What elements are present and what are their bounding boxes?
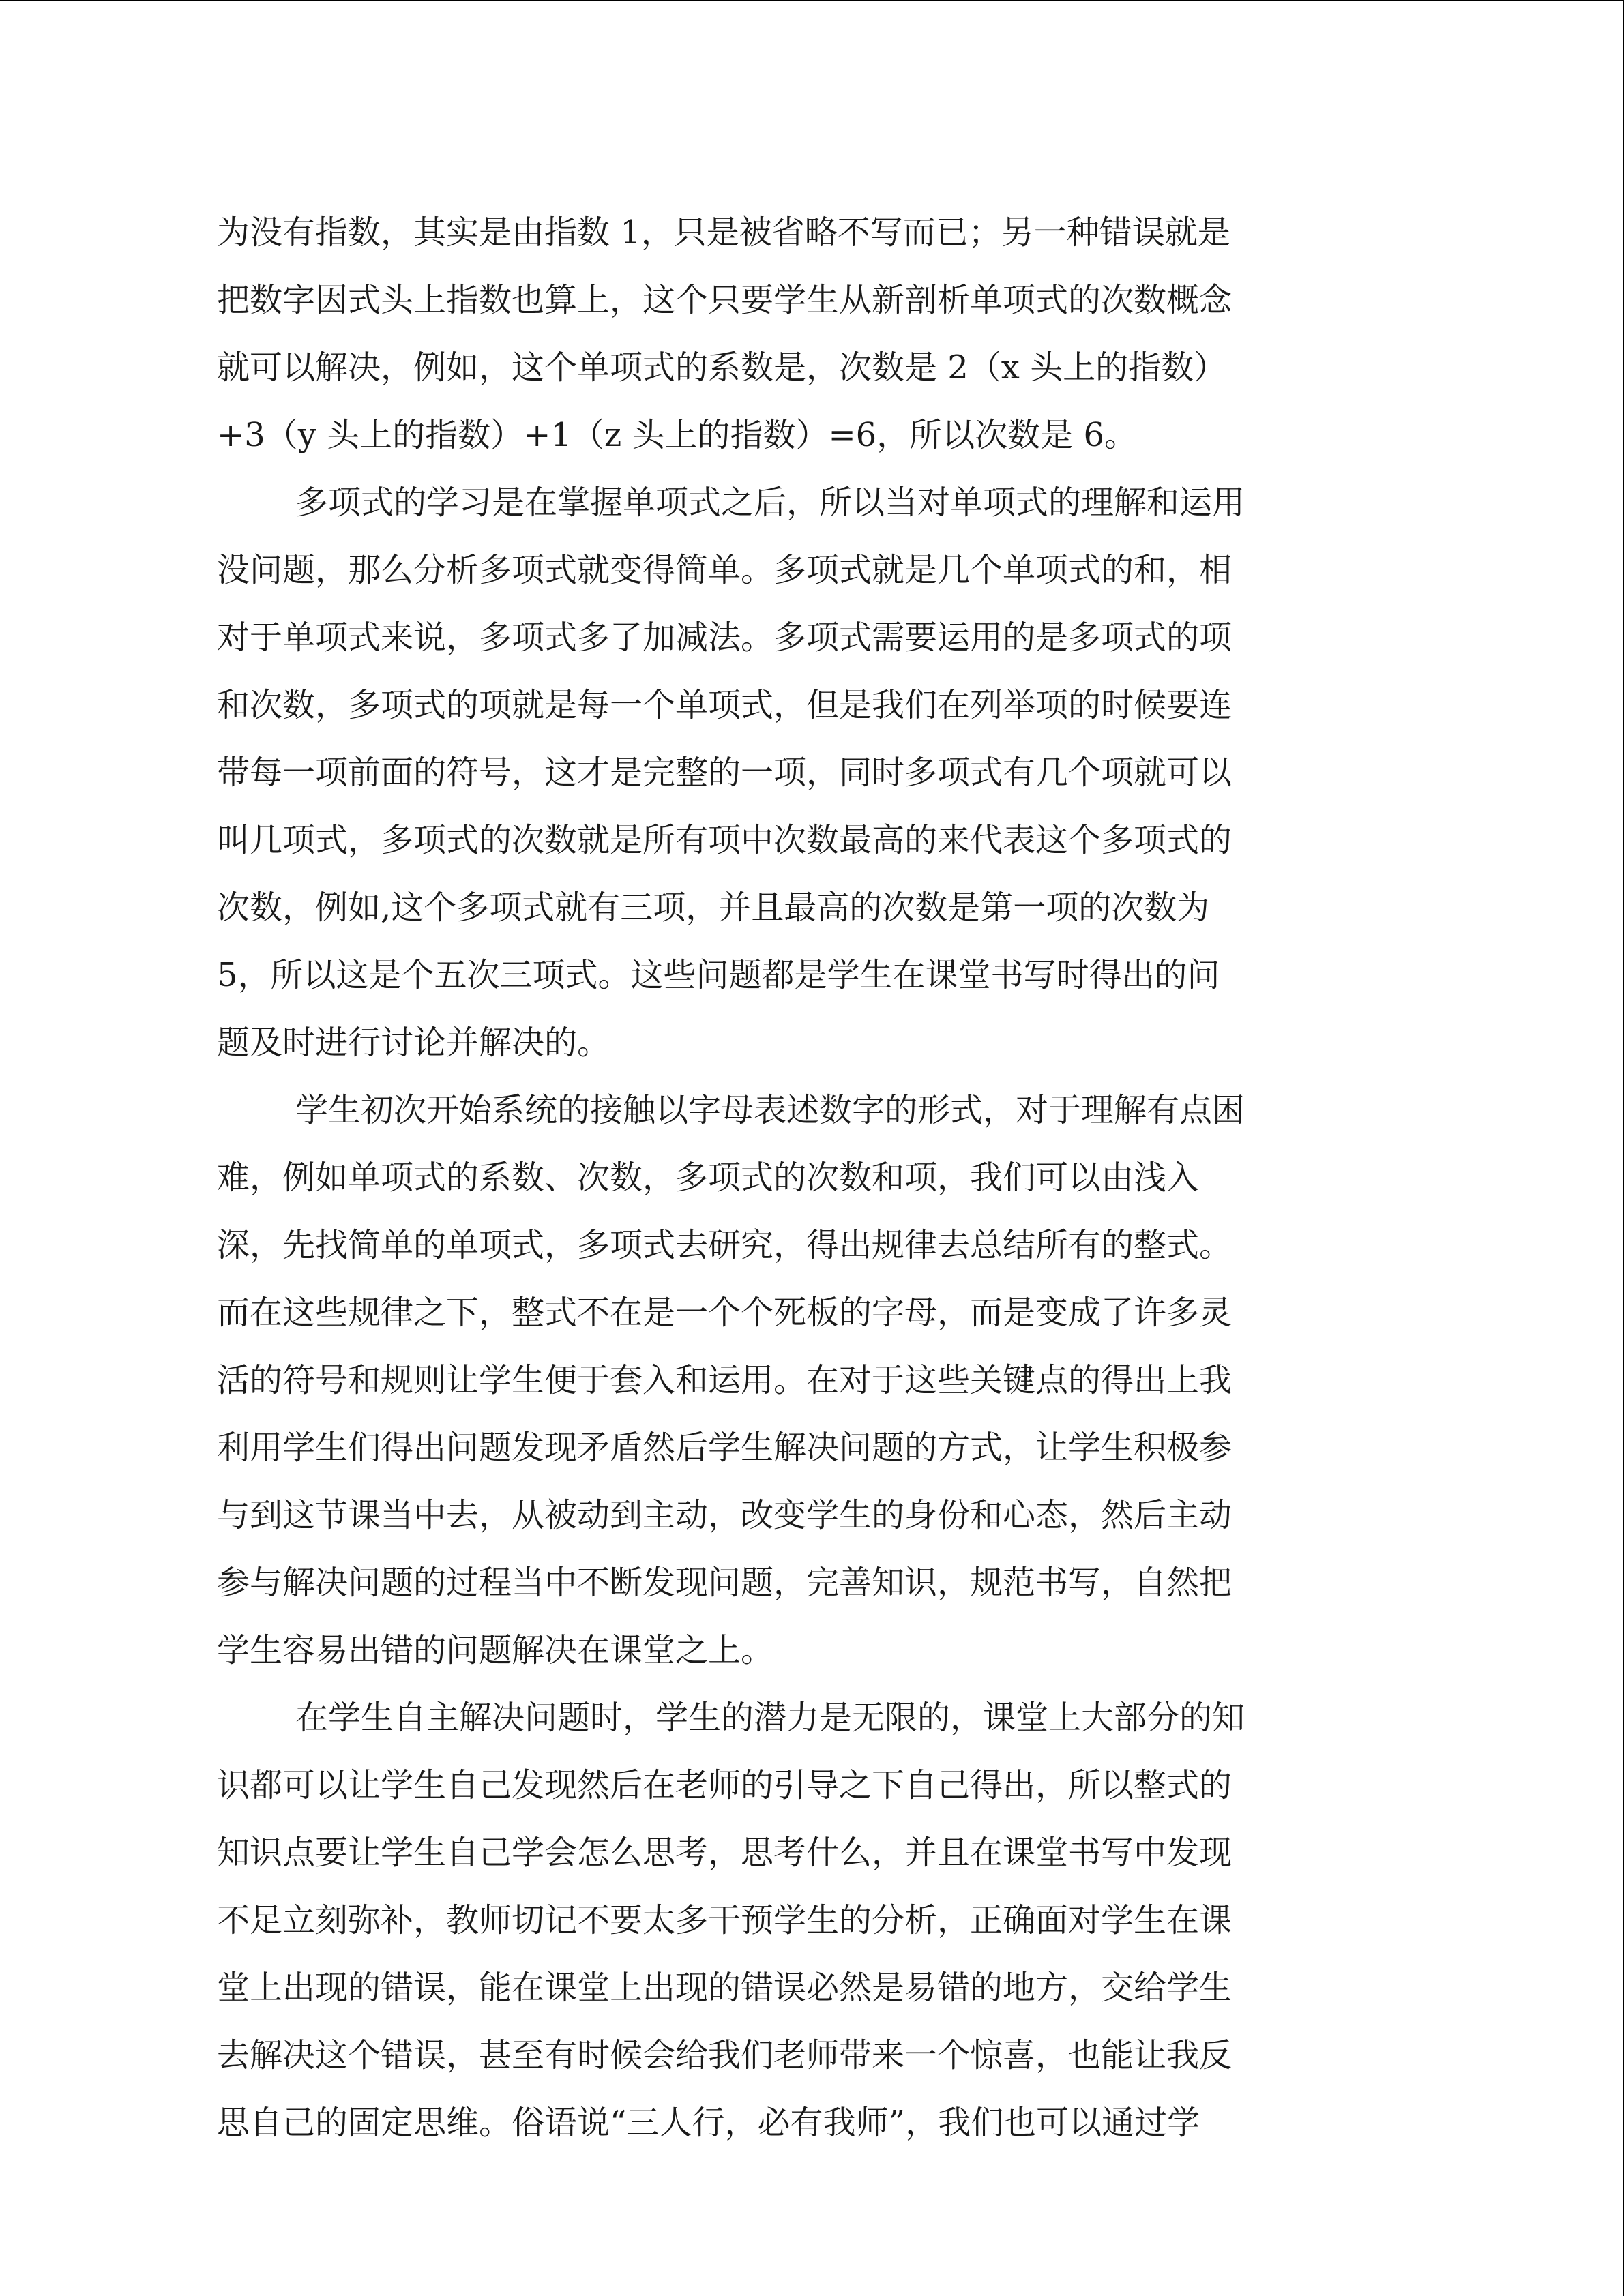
text-line: 没问题，那么分析多项式就变得简单。多项式就是几个单项式的和，相 <box>217 551 1232 589</box>
text-line: 叫几项式，多项式的次数就是所有项中次数最高的来代表这个多项式的 <box>217 821 1232 859</box>
text-line: 就可以解决，例如，这个单项式的系数是，次数是 2（x 头上的指数） <box>217 348 1227 387</box>
text-line: 去解决这个错误，甚至有时候会给我们老师带来一个惊喜，也能让我反 <box>217 2036 1232 2074</box>
text-line: 识都可以让学生自己发现然后在老师的引导之下自己得出，所以整式的 <box>217 1766 1232 1804</box>
text-line: 为没有指数，其实是由指数 1，只是被省略不写而已；另一种错误就是 <box>217 213 1230 252</box>
paragraph-start-line: 多项式的学习是在掌握单项式之后，所以当对单项式的理解和运用 <box>295 483 1245 522</box>
text-line: 带每一项前面的符号，这才是完整的一项，同时多项式有几个项就可以 <box>217 754 1232 792</box>
text-line: 与到这节课当中去，从被动到主动，改变学生的身份和心态，然后主动 <box>217 1496 1232 1534</box>
paragraph-start-line: 学生初次开始系统的接触以字母表述数字的形式，对于理解有点困 <box>295 1091 1245 1129</box>
text-line: 难，例如单项式的系数、次数，多项式的次数和项，我们可以由浅入 <box>217 1159 1200 1197</box>
text-line: 活的符号和规则让学生便于套入和运用。在对于这些关键点的得出上我 <box>217 1361 1232 1399</box>
text-line: 思自己的固定思维。俗语说“三人行，必有我师”，我们也可以通过学 <box>217 2104 1200 2142</box>
text-line: 学生容易出错的问题解决在课堂之上。 <box>217 1631 774 1669</box>
text-line: 不足立刻弥补，教师切记不要太多干预学生的分析，正确面对学生在课 <box>217 1901 1232 1939</box>
text-line: 深，先找简单的单项式，多项式去研究，得出规律去总结所有的整式。 <box>217 1226 1232 1264</box>
text-line: 次数，例如,这个多项式就有三项，并且最高的次数是第一项的次数为 <box>217 889 1210 927</box>
text-line: 题及时进行讨论并解决的。 <box>217 1024 610 1062</box>
text-line: 利用学生们得出问题发现矛盾然后学生解决问题的方式，让学生积极参 <box>217 1429 1232 1467</box>
text-line: 和次数，多项式的项就是每一个单项式，但是我们在列举项的时候要连 <box>217 686 1232 724</box>
body-text <box>217 199 1404 2157</box>
text-line: 把数字因式头上指数也算上，这个只要学生从新剖析单项式的次数概念 <box>217 281 1232 319</box>
text-line: +3（y 头上的指数）+1（z 头上的指数）=6，所以次数是 6。 <box>217 416 1137 454</box>
text-line: 参与解决问题的过程当中不断发现问题，完善知识，规范书写，自然把 <box>217 1564 1232 1602</box>
text-line: 而在这些规律之下，整式不在是一个个死板的字母，而是变成了许多灵 <box>217 1294 1232 1332</box>
paragraph-start-line: 在学生自主解决问题时，学生的潜力是无限的，课堂上大部分的知 <box>295 1699 1245 1737</box>
text-line: 5，所以这是个五次三项式。这些问题都是学生在课堂书写时得出的问 <box>217 956 1220 994</box>
text-line: 堂上出现的错误，能在课堂上出现的错误必然是易错的地方，交给学生 <box>217 1969 1232 2007</box>
text-line: 知识点要让学生自己学会怎么思考，思考什么，并且在课堂书写中发现 <box>217 1834 1232 1872</box>
text-line: 对于单项式来说，多项式多了加减法。多项式需要运用的是多项式的项 <box>217 618 1232 657</box>
